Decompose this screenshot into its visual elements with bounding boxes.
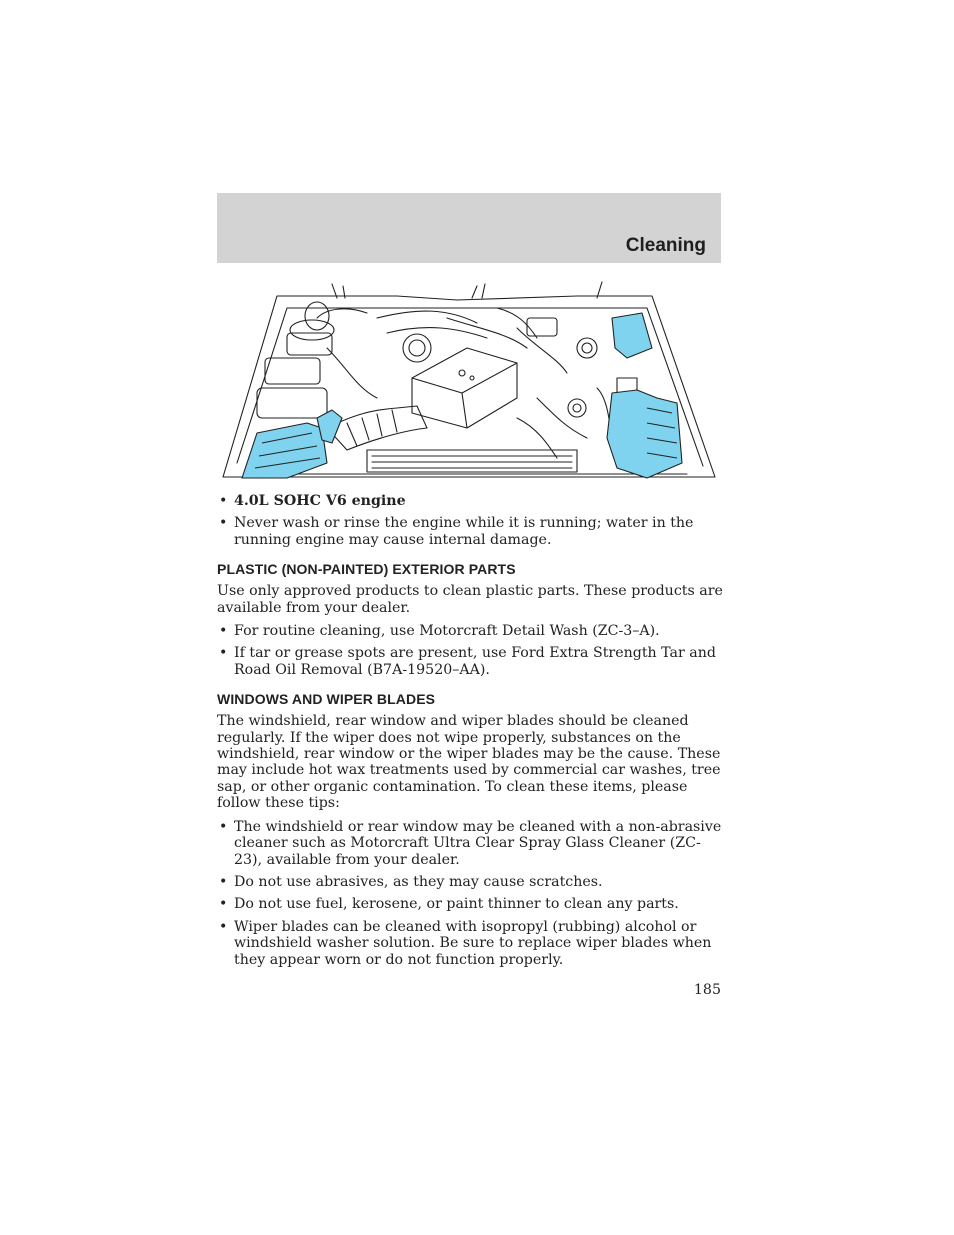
list-item: • Wiper blades can be cleaned with isopropyl (rubbing) alcohol or windshield washer solution. Be sure to replace wiper blades when they appear worn or do not function properly. xyxy=(219,918,712,968)
windows-bullets xyxy=(217,819,723,968)
bullet-icon: • xyxy=(219,645,228,662)
bullet-icon: • xyxy=(219,623,228,640)
list-item: • Never wash or rinse the engine while it is running; water in the running engine may cause internal damage. xyxy=(219,515,694,548)
bullet-icon: • xyxy=(219,515,228,532)
engine-compartment-illustration xyxy=(217,278,721,482)
bullet-icon: • xyxy=(219,818,228,835)
list-item: • The windshield or rear window may be cleaned with a non-abrasive cleaner such as Motorcraft Ultra Clear Spray Glass Cleaner (ZC-23), available from your dealer. xyxy=(219,818,722,868)
windows-heading: WINDOWS AND WIPER BLADES xyxy=(217,691,436,708)
bullet-icon: • xyxy=(219,918,228,935)
list-item: • 4.0L SOHC V6 engine xyxy=(219,493,406,509)
engine-compartment-figure xyxy=(217,278,721,482)
plastic-parts-heading: PLASTIC (NON-PAINTED) EXTERIOR PARTS xyxy=(217,561,516,578)
chapter-title: Cleaning xyxy=(625,235,706,256)
page-number: 185 xyxy=(693,982,721,998)
plastic-parts-bullets xyxy=(217,623,723,678)
page-content xyxy=(217,493,723,974)
list-item: • Do not use abrasives, as they may cause scratches. xyxy=(219,873,603,890)
chapter-header-band xyxy=(217,193,721,263)
list-item: • If tar or grease spots are present, use Ford Extra Strength Tar and Road Oil Removal (B7A-19520–AA). xyxy=(219,645,716,678)
bullet-icon: • xyxy=(219,873,228,890)
engine-bullets xyxy=(217,493,723,548)
windows-intro: The windshield, rear window and wiper blades should be cleaned regularly. If the wiper does not wipe properly, substances on the windshield, rear window or the wiper blades may be the cause. These may include hot wax treatments used by commercial car washes, tree sap, or other organic contamination. To clean these items, please follow these tips: xyxy=(217,713,721,812)
list-item: • Do not use fuel, kerosene, or paint thinner to clean any parts. xyxy=(219,896,679,913)
bullet-icon: • xyxy=(219,493,228,509)
plastic-parts-intro: Use only approved products to clean plastic parts. These products are available from your dealer. xyxy=(217,583,723,616)
bullet-icon: • xyxy=(219,896,228,913)
list-item: • For routine cleaning, use Motorcraft Detail Wash (ZC-3–A). xyxy=(219,623,660,640)
